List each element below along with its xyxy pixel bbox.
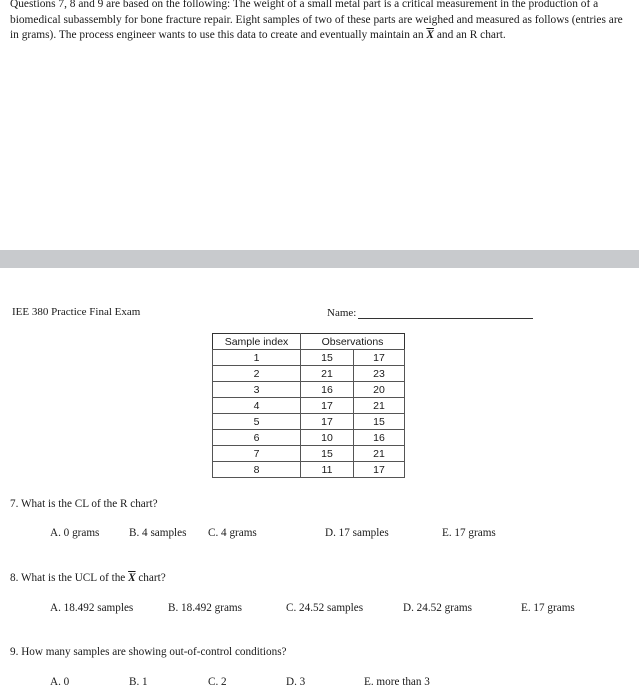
q8-option-e[interactable]: E. 17 grams [521,602,575,614]
observation-cell: 21 [354,446,405,462]
name-label: Name: [327,307,357,319]
q7-option-a[interactable]: A. 0 grams [50,527,100,539]
q8-text-after: chart? [135,572,166,584]
observation-cell: 17 [354,462,405,478]
sample-index-cell: 8 [213,462,301,478]
table-row [213,446,405,462]
observation-cell: 23 [354,366,405,382]
name-field [327,306,533,319]
sample-index-cell: 6 [213,430,301,446]
observations-table [212,333,405,478]
question-7: 7. What is the CL of the R chart? [10,498,158,510]
sample-index-cell: 4 [213,398,301,414]
observation-cell: 21 [354,398,405,414]
observation-cell: 11 [301,462,354,478]
q8-text-before: 8. What is the UCL of the [10,572,129,584]
observation-cell: 15 [301,350,354,366]
table-row [213,382,405,398]
intro-text-part1: Questions 7, 8 and 9 are based on the following: The weight of a small metal part is a critical measurement in the production of a biomedical subassembly for bone fracture repair. Eight samples of two of these parts are weighed and measured as follows (entries are in grams). The process engineer wants to use this data to create and eventually maintain an [10,0,623,41]
q9-option-c[interactable]: C. 2 [208,676,227,688]
intro-text-part2: and an R chart. [433,29,506,41]
xbar-symbol: $\overline{X}$ [426,29,434,41]
question-8 [10,572,166,584]
name-blank-line [358,306,533,319]
table-header-row [213,334,405,350]
observation-cell: 16 [301,382,354,398]
table-row [213,350,405,366]
q7-option-c[interactable]: C. 4 grams [208,527,257,539]
sample-index-cell: 5 [213,414,301,430]
observation-cell: 17 [354,350,405,366]
table-row [213,414,405,430]
question-9: 9. How many samples are showing out-of-control conditions? [10,646,287,658]
q9-option-a[interactable]: A. 0 [50,676,70,688]
sample-index-cell: 1 [213,350,301,366]
observations-header: Observations [301,334,405,350]
q8-option-c[interactable]: C. 24.52 samples [286,602,364,614]
q8-option-a[interactable]: A. 18.492 samples [50,602,134,614]
q9-option-b[interactable]: B. 1 [129,676,148,688]
q7-option-d[interactable]: D. 17 samples [325,527,389,539]
sample-index-cell: 2 [213,366,301,382]
sample-index-header: Sample index [224,335,289,348]
table-row [213,398,405,414]
observation-cell: 10 [301,430,354,446]
xbar-symbol: $\overline{X}$ [128,572,136,584]
observation-cell: 20 [354,382,405,398]
q9-option-d[interactable]: D. 3 [286,676,306,688]
q8-option-d[interactable]: D. 24.52 grams [403,602,472,614]
table-row [213,430,405,446]
observation-cell: 16 [354,430,405,446]
observation-cell: 15 [354,414,405,430]
observation-cell: 17 [301,398,354,414]
intro-paragraph [10,0,632,44]
q7-option-e[interactable]: E. 17 grams [442,527,496,539]
q7-option-b[interactable]: B. 4 samples [129,527,187,539]
sample-index-cell: 3 [213,382,301,398]
observation-cell: 21 [301,366,354,382]
exam-title: IEE 380 Practice Final Exam [12,306,141,318]
observation-cell: 15 [301,446,354,462]
page-separator-band [0,250,639,268]
table-row [213,366,405,382]
sample-index-cell: 7 [213,446,301,462]
table-row [213,462,405,478]
q8-option-b[interactable]: B. 18.492 grams [168,602,242,614]
q9-option-e[interactable]: E. more than 3 [364,676,430,688]
observation-cell: 17 [301,414,354,430]
